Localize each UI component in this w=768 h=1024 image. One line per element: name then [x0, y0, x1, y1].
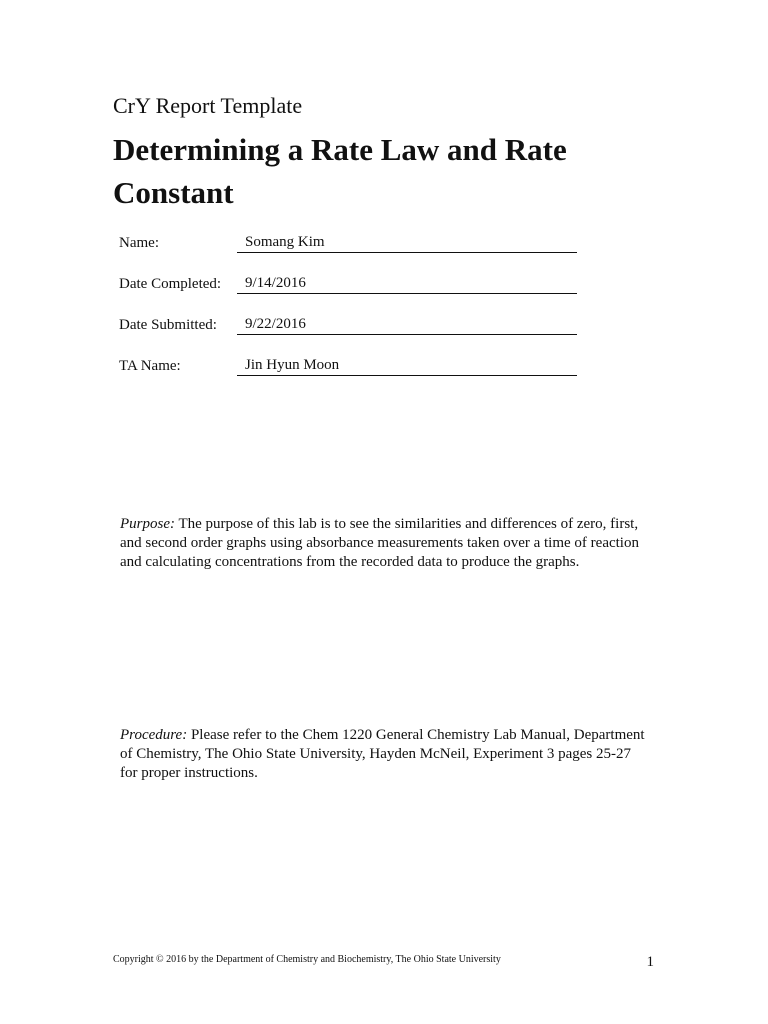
template-label: CrY Report Template	[113, 93, 303, 118]
date-submitted-field-row	[119, 314, 579, 338]
procedure-text: Please refer to the Chem 1220 General Chemistry Lab Manual, Department of Chemistry, The Ohio State University, Hayden McNeil, Experiment 3 pages 25-27 for proper instructions.	[120, 727, 645, 781]
ta-name-value: Jin Hyun Moon	[237, 355, 577, 376]
name-value: Somang Kim	[237, 232, 577, 253]
purpose-text: The purpose of this lab is to see the similarities and differences of zero, first, and second order graphs using absorbance measurements taken over a time of reaction and calculating concentrations from the recorded data to produce the graphs.	[120, 516, 639, 570]
purpose-label: Purpose:	[120, 516, 175, 532]
purpose-paragraph	[120, 515, 650, 572]
date-completed-value: 9/14/2016	[237, 273, 577, 294]
date-completed-label: Date Completed:	[119, 276, 222, 292]
page-number: 1	[646, 954, 654, 970]
procedure-label: Procedure:	[120, 727, 188, 743]
date-submitted-label: Date Submitted:	[119, 317, 217, 333]
date-completed-field-row	[119, 273, 579, 297]
date-submitted-value: 9/22/2016	[237, 314, 577, 335]
name-field-row	[119, 232, 579, 256]
ta-name-label: TA Name:	[119, 358, 181, 374]
ta-name-field-row	[119, 355, 579, 379]
document-title: Determining a Rate Law and Rate Constant	[113, 132, 567, 210]
copyright-footer: Copyright © 2016 by the Department of Chemistry and Biochemistry, The Ohio State University	[113, 954, 501, 965]
procedure-paragraph	[120, 726, 650, 783]
name-label: Name:	[119, 235, 159, 251]
